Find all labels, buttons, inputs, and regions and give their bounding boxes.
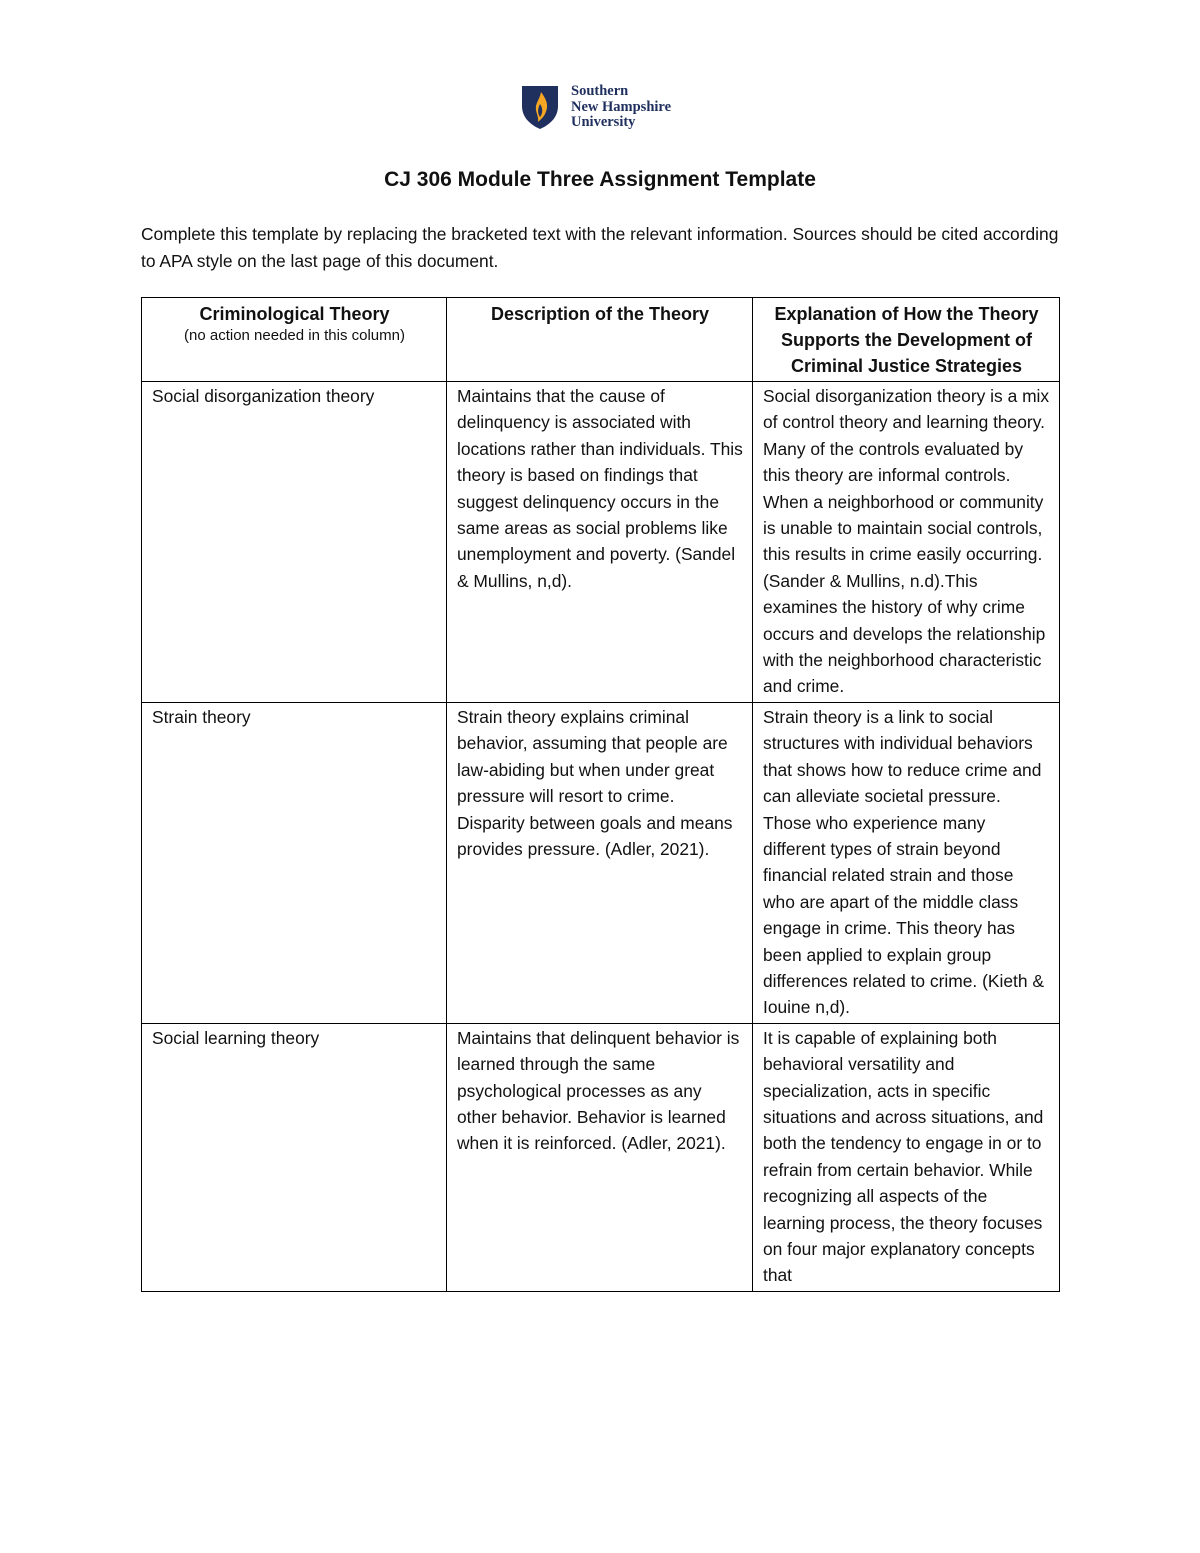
description-cell[interactable]: Maintains that the cause of delinquency is associated with locations rather than individuals. This theory is based on findings that suggest delinquency occurs in the same areas as social problems like unemployment and poverty. (Sandel & Mullins, n,d). xyxy=(447,382,753,703)
table-row xyxy=(142,702,1060,1023)
logo-line-2: New Hampshire xyxy=(571,98,672,115)
header-description: Description of the Theory xyxy=(447,298,753,382)
theory-name-cell[interactable]: Social learning theory xyxy=(142,1023,447,1291)
table-row xyxy=(142,382,1060,703)
explanation-cell[interactable]: Social disorganization theory is a mix of control theory and learning theory. Many of the controls evaluated by this theory are informal controls. When a neighborhood or community is unable to maintain social controls, this results in crime easily occurring. (Sander & Mullins, n.d).This examines the history of why crime occurs and develops the relationship with the neighborhood characteristic and crime. xyxy=(753,382,1060,703)
description-cell[interactable]: Maintains that delinquent behavior is learned through the same psychological processes as any other behavior. Behavior is learned when it is reinforced. (Adler, 2021). xyxy=(447,1023,753,1291)
table-row xyxy=(142,1023,1060,1291)
header-explanation: Explanation of How the Theory Supports the Development of Criminal Justice Strategies xyxy=(753,298,1060,382)
header-criminological-theory xyxy=(142,298,447,382)
shield-flame-icon xyxy=(521,84,559,130)
table-header-row xyxy=(142,298,1060,382)
intro-paragraph: Complete this template by replacing the bracketed text with the relevant information. Sources should be cited according to APA style on the last page of this document. xyxy=(141,224,1059,271)
theory-name-cell[interactable]: Social disorganization theory xyxy=(142,382,447,703)
logo-wordmark xyxy=(571,84,671,131)
header-label: Criminological Theory xyxy=(199,304,390,324)
theory-name-cell[interactable]: Strain theory xyxy=(142,702,447,1023)
logo-line-3: University xyxy=(571,114,636,130)
theory-table xyxy=(141,297,1060,1292)
logo-line-1: Southern xyxy=(571,83,629,99)
explanation-cell[interactable]: It is capable of explaining both behavioral versatility and specialization, acts in specific situations and across situations, and both the tendency to engage in or to refrain from certain behavior. While recognizing all aspects of the learning process, the theory focuses on four major explanatory concepts that xyxy=(753,1023,1060,1291)
explanation-cell[interactable]: Strain theory is a link to social structures with individual behaviors that shows how to reduce crime and can alleviate societal pressure. Those who experience many different types of strain beyond financial related strain and those who are apart of the middle class engage in crime. This theory has been applied to explain group differences related to crime. (Kieth & Iouine n,d). xyxy=(753,702,1060,1023)
description-cell[interactable]: Strain theory explains criminal behavior, assuming that people are law-abiding but when under great pressure will resort to crime. Disparity between goals and means provides pressure. (Adler, 2021). xyxy=(447,702,753,1023)
page-title: CJ 306 Module Three Assignment Template xyxy=(384,168,816,191)
header-sublabel: (no action needed in this column) xyxy=(184,327,405,344)
university-logo xyxy=(521,84,671,131)
